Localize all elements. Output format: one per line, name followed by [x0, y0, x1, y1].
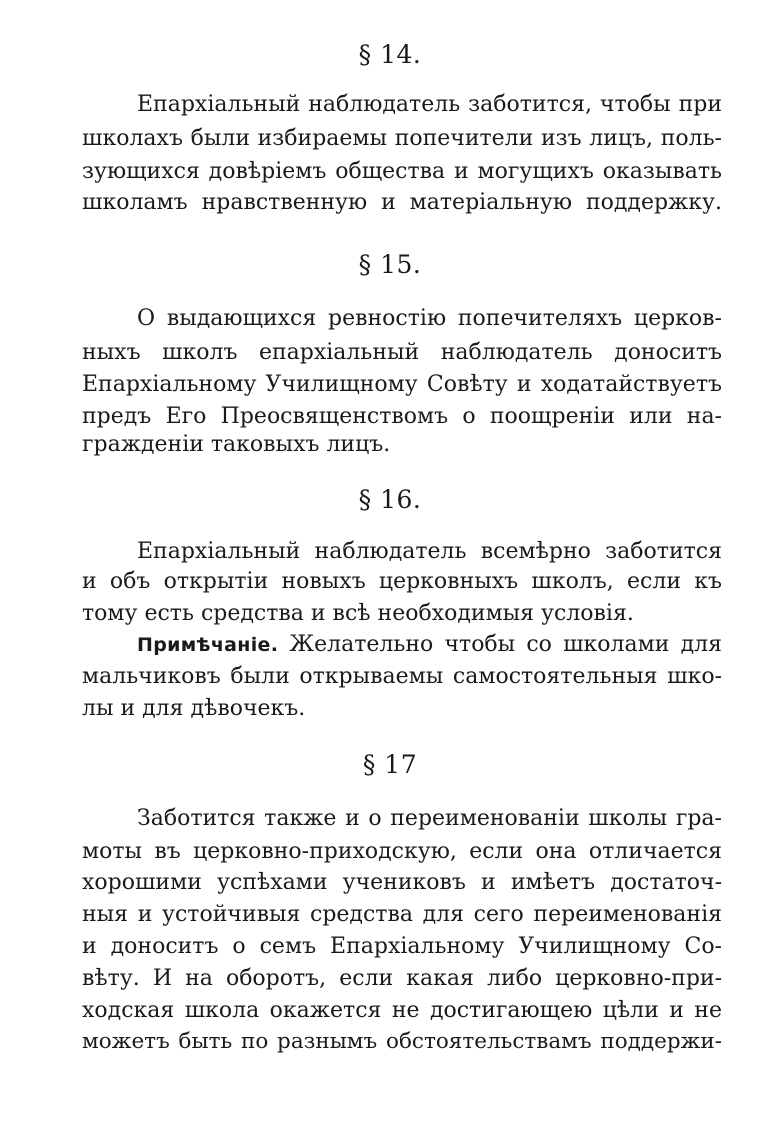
section-15-line-4: предъ Его Преосвященствомъ о поощреніи или на-: [82, 404, 722, 429]
section-15-line-1: О выдающихся ревностію попечителяхъ церков-: [137, 306, 722, 331]
section-16-line-3: тому есть средства и всѣ необходимыя условія.: [82, 601, 634, 626]
section-17-line-4: ныя и устойчивыя средства для сего переименованія: [82, 902, 722, 927]
section-17-line-2: моты въ церковно-приходскую, если она отличается: [82, 839, 722, 864]
section-15-line-5: гражденіи таковыхъ лицъ.: [82, 432, 391, 457]
section-17-line-5: и доноситъ о семъ Епархіальному Училищному Со-: [82, 934, 722, 959]
section-15-line-3: Епархіальному Училищному Совѣту и ходатайствуетъ: [82, 372, 722, 397]
note-text: Желательно чтобы со школами для: [289, 632, 722, 657]
section-14-heading: § 14.: [358, 40, 422, 69]
note-label: Примѣчаніе.: [137, 634, 279, 656]
section-16-line-1: Епархіальный наблюдатель всемѣрно заботится: [137, 539, 722, 564]
section-16-note-line-1: [137, 628, 722, 662]
section-16-note-line-2: мальчиковъ были открываемы самостоятельныя шко-: [82, 664, 722, 689]
section-17-line-1: Заботится также и о переименованіи школы гра-: [137, 806, 722, 831]
section-16-heading: § 16.: [358, 485, 422, 514]
section-17-line-6: вѣту. И на оборотъ, если какая либо церковно-при-: [82, 966, 722, 991]
section-16-line-2: и объ открытіи новыхъ церковныхъ школъ, если къ: [82, 569, 722, 594]
section-14-line-1: Епархіальный наблюдатель заботится, чтобы при: [137, 92, 722, 117]
section-14-line-4: школамъ нравственную и матеріальную поддержку.: [82, 190, 722, 215]
section-14-line-3: зующихся довѣріемъ общества и могущихъ оказывать: [82, 159, 722, 184]
section-17-line-7: ходская школа окажется не достигающею цѣли и не: [82, 998, 722, 1023]
section-14-line-2: школахъ были избираемы попечители изъ лицъ, поль-: [82, 126, 722, 151]
section-17-line-8: можетъ быть по разнымъ обстоятельствамъ поддержи-: [82, 1029, 722, 1054]
section-15-heading: § 15.: [358, 250, 422, 279]
section-15-line-2: ныхъ школъ епархіальный наблюдатель доноситъ: [82, 340, 722, 365]
section-17-heading: § 17: [362, 750, 418, 779]
section-17-line-3: хорошими успѣхами учениковъ и имѣетъ достаточ-: [82, 870, 722, 895]
section-16-note-line-3: лы и для дѣвочекъ.: [82, 696, 306, 721]
